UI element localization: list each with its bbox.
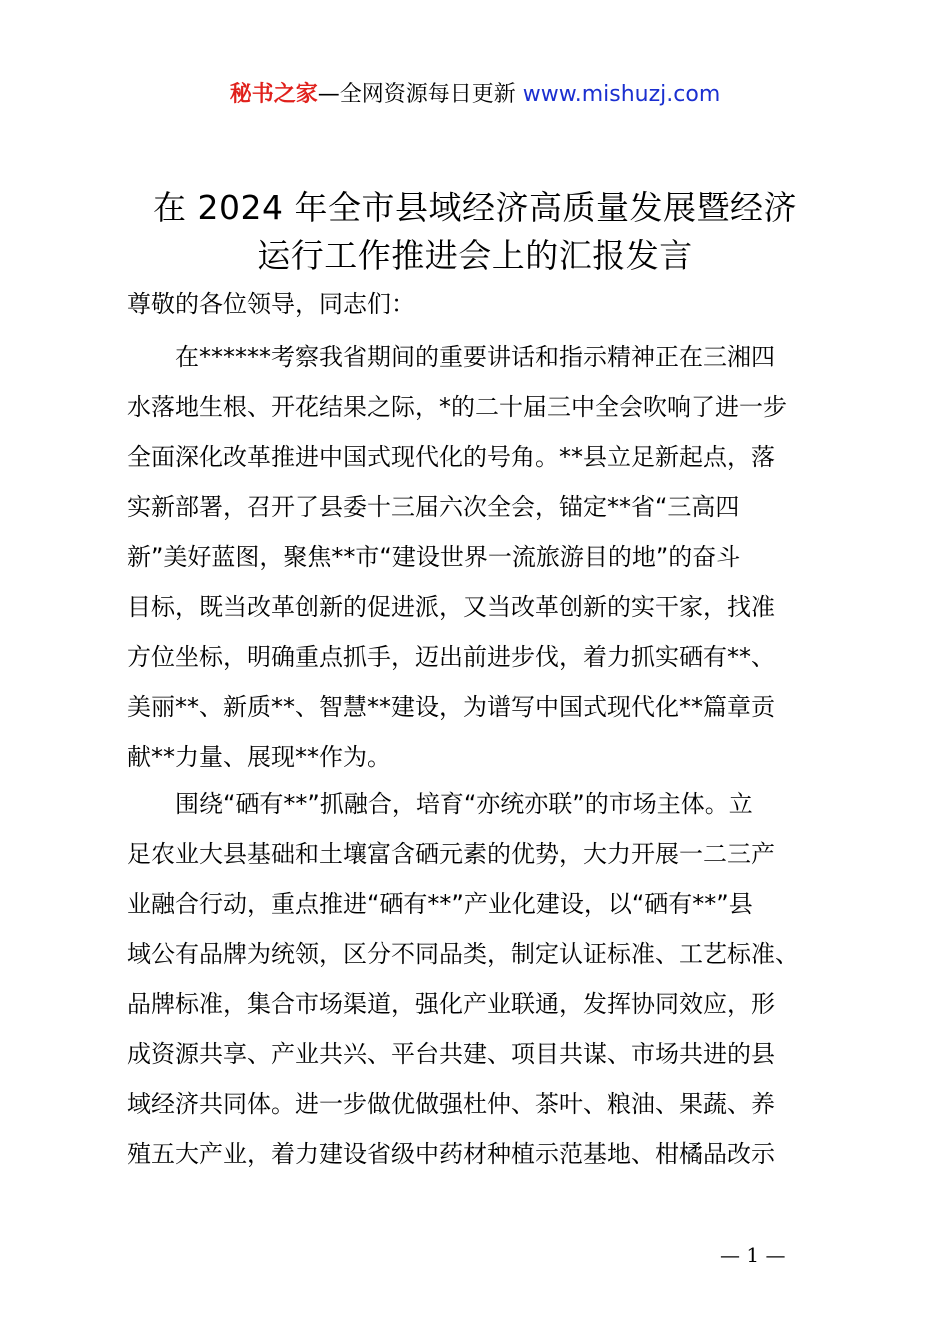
- paragraph-line: 全面深化改革推进中国式现代化的号角。**县立足新起点，落: [127, 443, 775, 471]
- document-title: [60, 184, 890, 280]
- paragraph: [127, 332, 787, 782]
- paragraph-line: 目标，既当改革创新的促进派，又当改革创新的实干家，找准: [127, 593, 775, 621]
- paragraph-line: 业融合行动，重点推进“硒有**”产业化建设，以“硒有**”县: [127, 890, 753, 918]
- page-number: — 1 —: [720, 1243, 786, 1267]
- paragraph-line: 域经济共同体。进一步做优做强杜仲、茶叶、粮油、果蔬、养: [127, 1090, 775, 1118]
- site-url-link[interactable]: www.mishuzj.com: [522, 82, 721, 107]
- paragraph-line: 足农业大县基础和土壤富含硒元素的优势，大力开展一二三产: [127, 840, 775, 868]
- paragraph-line: 殖五大产业，着力建设省级中药材种植示范基地、柑橘品改示: [127, 1140, 775, 1168]
- paragraph-line: 成资源共享、产业共兴、平台共建、项目共谋、市场共进的县: [127, 1040, 775, 1068]
- paragraph-line: 新”美好蓝图，聚焦**市“建设世界一流旅游目的地”的奋斗: [127, 543, 741, 571]
- paragraph-line: 水落地生根、开花结果之际，*的二十届三中全会吹响了进一步: [127, 393, 787, 421]
- paragraph-line: 域公有品牌为统领，区分不同品类，制定认证标准、工艺标准、: [127, 940, 799, 968]
- paragraph-line: 献**力量、展现**作为。: [127, 743, 391, 771]
- greeting: 尊敬的各位领导，同志们：: [127, 290, 415, 318]
- site-header: [0, 78, 950, 112]
- paragraph-line: 美丽**、新质**、智慧**建设，为谱写中国式现代化**篇章贡: [127, 693, 775, 721]
- paragraph-line: 在******考察我省期间的重要讲话和指示精神正在三湘四: [127, 343, 775, 371]
- paragraph-line: 品牌标准，集合市场渠道，强化产业联通，发挥协同效应，形: [127, 990, 775, 1018]
- paragraph-line: 围绕“硒有**”抓融合，培育“亦统亦联”的市场主体。立: [127, 790, 753, 818]
- title-line: 在 2024 年全市县域经济高质量发展暨经济: [153, 188, 797, 227]
- site-tagline: —全网资源每日更新: [317, 82, 523, 107]
- site-brand: 秘书之家: [229, 82, 318, 107]
- title-line: 运行工作推进会上的汇报发言: [257, 236, 693, 275]
- paragraph: [127, 779, 799, 1179]
- paragraph-line: 方位坐标，明确重点抓手，迈出前进步伐，着力抓实硒有**、: [127, 643, 775, 671]
- paragraph-line: 实新部署，召开了县委十三届六次全会，锚定**省“三高四: [127, 493, 740, 521]
